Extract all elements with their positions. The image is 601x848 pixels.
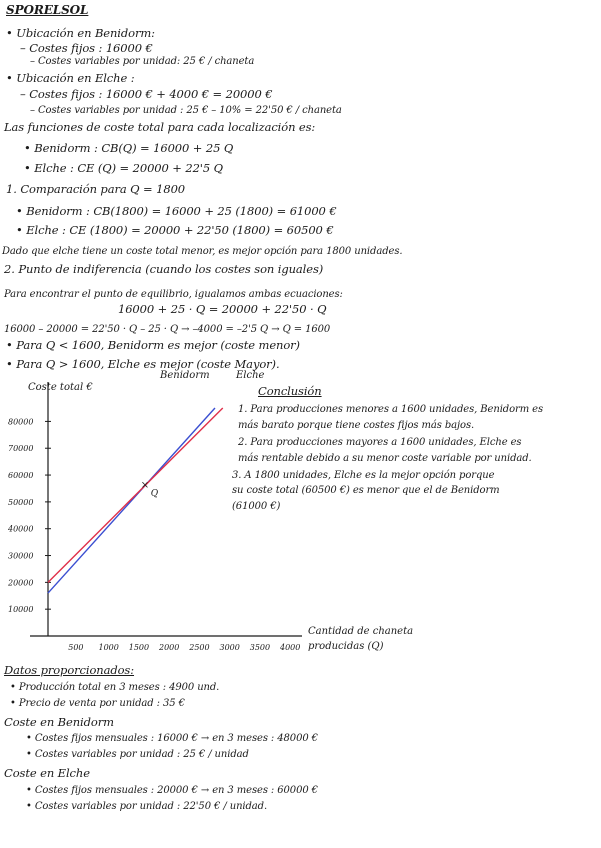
x-tick-label: 3500 bbox=[249, 643, 271, 652]
series-line-benidorm bbox=[48, 408, 215, 593]
conclusion-line: 1. Para producciones menores a 1600 unidades, Benidorm es bbox=[238, 404, 544, 415]
conclusion-line: 2. Para producciones mayores a 1600 unidades, Elche es bbox=[238, 437, 522, 448]
note-line: – Costes fijos : 16000 € bbox=[20, 41, 153, 55]
y-tick-label: 60000 bbox=[8, 471, 34, 481]
benidorm-heading: Coste en Benidorm bbox=[4, 715, 114, 729]
conclusion-line: más rentable debido a su menor coste variable por unidad. bbox=[238, 453, 532, 464]
note-line: 16000 + 25 · Q = 20000 + 22'50 · Q bbox=[118, 302, 327, 316]
elche-line: • Costes fijos mensuales : 20000 € → en 3 meses : 60000 € bbox=[26, 785, 318, 796]
x-axis-label-line1: Cantidad de chaneta bbox=[308, 626, 414, 637]
x-tick-label: 1000 bbox=[98, 643, 119, 652]
x-tick-label: 500 bbox=[68, 643, 84, 652]
note-line: • Ubicación en Benidorm: bbox=[6, 26, 155, 40]
y-tick-label: 70000 bbox=[8, 444, 34, 454]
x-axis-label-line2: producidas (Q) bbox=[308, 641, 384, 652]
note-line: • Para Q > 1600, Elche es mejor (coste Mayor). bbox=[6, 357, 280, 371]
note-line: 2. Punto de indiferencia (cuando los costes son iguales) bbox=[4, 262, 324, 276]
x-tick-label: 3000 bbox=[219, 643, 240, 652]
series-label-benidorm: Benidorm bbox=[160, 370, 210, 381]
note-line: – Costes variables por unidad: 25 € / chaneta bbox=[30, 56, 255, 67]
conclusion-line: más barato porque tiene costes fijos más bajos. bbox=[238, 420, 475, 431]
conclusion-line: 3. A 1800 unidades, Elche es la mejor opción porque bbox=[232, 470, 495, 481]
note-line: Las funciones de coste total para cada localización es: bbox=[4, 120, 316, 134]
intersection-label: Q bbox=[150, 488, 159, 499]
conclusion-line: (61000 €) bbox=[232, 501, 281, 512]
conclusion-line: su coste total (60500 €) es menor que el de Benidorm bbox=[232, 485, 500, 496]
conclusion-heading: Conclusión bbox=[258, 384, 322, 398]
x-tick-label: 4000 bbox=[280, 643, 301, 652]
note-line: – Costes fijos : 16000 € + 4000 € = 20000 € bbox=[20, 87, 273, 101]
elche-heading: Coste en Elche bbox=[4, 766, 90, 780]
data-heading: Datos proporcionados: bbox=[4, 663, 135, 677]
series-label-elche: Elche bbox=[236, 370, 265, 381]
y-tick-label: 40000 bbox=[8, 524, 34, 534]
page-title: SPORELSOL bbox=[6, 3, 89, 17]
series-line-elche bbox=[48, 408, 223, 582]
note-line: Para encontrar el punto de equilibrio, igualamos ambas ecuaciones: bbox=[4, 289, 343, 300]
note-line: – Costes variables por unidad : 25 € – 10% = 22'50 € / chaneta bbox=[30, 105, 342, 116]
x-tick-label: 1500 bbox=[128, 643, 150, 652]
y-tick-label: 20000 bbox=[8, 578, 34, 588]
note-line: 1. Comparación para Q = 1800 bbox=[6, 182, 185, 196]
note-line: • Benidorm : CB(1800) = 16000 + 25 (1800) = 61000 € bbox=[16, 204, 337, 218]
x-tick-label: 2500 bbox=[189, 643, 210, 652]
data-line: • Precio de venta por unidad : 35 € bbox=[10, 698, 185, 709]
intersection-marker: × bbox=[140, 479, 150, 491]
y-tick-label: 50000 bbox=[8, 497, 34, 507]
y-tick-label: 80000 bbox=[8, 417, 34, 427]
x-tick-label: 2000 bbox=[159, 643, 180, 652]
note-line: • Benidorm : CB(Q) = 16000 + 25 Q bbox=[24, 141, 234, 155]
y-axis-label: Coste total € bbox=[28, 382, 93, 393]
y-tick-label: 10000 bbox=[8, 605, 34, 615]
benidorm-line: • Costes fijos mensuales : 16000 € → en 3 meses : 48000 € bbox=[26, 733, 318, 744]
note-line: • Para Q < 1600, Benidorm es mejor (coste menor) bbox=[6, 338, 300, 352]
data-line: • Producción total en 3 meses : 4900 und. bbox=[10, 682, 220, 693]
note-line: • Elche : CE (Q) = 20000 + 22'5 Q bbox=[24, 161, 223, 175]
elche-line: • Costes variables por unidad : 22'50 € / unidad. bbox=[26, 801, 268, 812]
note-line: • Ubicación en Elche : bbox=[6, 71, 135, 85]
benidorm-line: • Costes variables por unidad : 25 € / unidad bbox=[26, 749, 249, 760]
note-line: • Elche : CE (1800) = 20000 + 22'50 (1800) = 60500 € bbox=[16, 223, 334, 237]
note-line: 16000 – 20000 = 22'50 · Q – 25 · Q → –4000 = –2'5 Q → Q = 1600 bbox=[4, 324, 331, 335]
note-line: Dado que elche tiene un coste total menor, es mejor opción para 1800 unidades. bbox=[2, 246, 403, 257]
y-tick-label: 30000 bbox=[8, 551, 34, 561]
